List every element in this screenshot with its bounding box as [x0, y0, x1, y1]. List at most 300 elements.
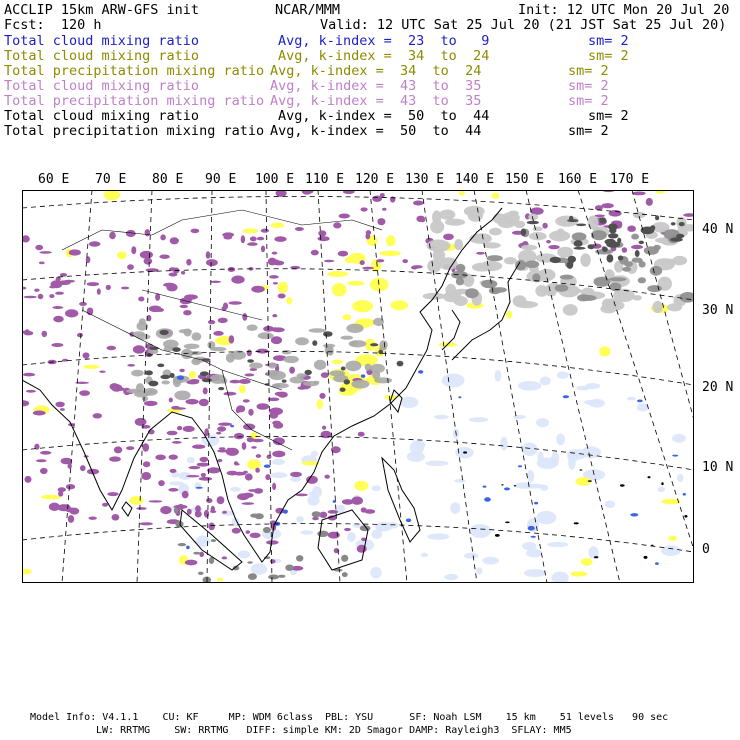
cloud-blob [273, 327, 277, 330]
cloud-blob [464, 206, 485, 217]
cloud-blob [559, 217, 568, 225]
cloud-blob [504, 257, 517, 264]
cloud-blob [430, 220, 444, 233]
cloud-blob [521, 229, 527, 237]
cloud-blob [442, 374, 465, 388]
cloud-blob [444, 574, 458, 580]
cloud-blob [684, 515, 687, 518]
cloud-blob [679, 222, 685, 226]
cloud-blob [247, 561, 252, 564]
cloud-blob [341, 367, 346, 371]
cloud-blob [243, 399, 250, 402]
cloud-blob [51, 343, 63, 347]
cloud-blob [655, 215, 659, 220]
lat-label: 10 N [702, 460, 734, 475]
field-avg-5: Avg, k-index = 50 to 44 [278, 108, 490, 124]
cloud-blob [533, 227, 543, 232]
cloud-blob [186, 546, 190, 550]
cloud-blob [270, 559, 276, 563]
cloud-blob [576, 386, 589, 391]
cloud-blob [222, 232, 234, 237]
cloud-blob [248, 573, 257, 580]
cloud-blob [245, 373, 255, 376]
cloud-blob [494, 370, 501, 382]
forecast-hour: Fcst: 120 h [4, 17, 102, 33]
cloud-blob [242, 313, 247, 321]
cloud-blob [360, 260, 365, 265]
cloud-blob [639, 241, 644, 245]
cloud-blob [66, 484, 75, 489]
cloud-blob [672, 434, 686, 443]
cloud-blob [206, 259, 218, 266]
cloud-blob [445, 219, 465, 226]
cloud-blob [513, 415, 526, 419]
cloud-blob [371, 529, 382, 539]
cloud-blob [168, 488, 178, 492]
cloud-blob [216, 432, 221, 435]
cloud-blob [148, 381, 158, 387]
forecast-map [22, 190, 694, 583]
cloud-blob [265, 474, 270, 480]
cloud-blob [569, 216, 573, 222]
field-avg-6: Avg, k-index = 50 to 44 [270, 123, 482, 139]
cloud-blob [234, 463, 239, 465]
cloud-blob [418, 370, 423, 374]
cloud-blob [314, 360, 326, 370]
cloud-blob [493, 287, 507, 293]
cloud-blob [557, 371, 569, 378]
cloud-blob [509, 211, 519, 216]
cloud-blob [668, 536, 677, 541]
cloud-blob [344, 528, 351, 531]
cloud-blob [144, 401, 158, 406]
field-name-2: Total precipitation mixing ratio [4, 63, 265, 79]
cloud-blob [433, 249, 446, 261]
cloud-blob [200, 371, 209, 376]
cloud-blob [345, 361, 361, 372]
cloud-blob [114, 446, 122, 453]
cloud-blob [347, 532, 356, 542]
cloud-blob [342, 499, 354, 505]
cloud-blob [283, 356, 299, 363]
cloud-blob [145, 229, 151, 236]
cloud-blob [143, 461, 150, 467]
cloud-blob [247, 242, 258, 246]
cloud-blob [160, 375, 170, 379]
cloud-blob [518, 465, 522, 467]
cloud-blob [361, 207, 368, 211]
field-avg-4: Avg, k-index = 43 to 35 [270, 93, 482, 109]
lon-label: 160 E [558, 172, 598, 187]
field-name-0: Total cloud mixing ratio [4, 33, 200, 49]
cloud-blob [622, 267, 631, 272]
cloud-blob [233, 472, 246, 476]
cloud-blob [312, 340, 317, 346]
cloud-blob [184, 329, 192, 337]
cloud-blob [313, 381, 320, 385]
cloud-blob [142, 397, 148, 402]
cloud-blob [159, 255, 169, 259]
cloud-blob [169, 455, 178, 460]
cloud-blob [627, 226, 636, 232]
model-info-line2: LW: RRTMG SW: RRTMG DIFF: simple KM: 2D Smagor DAMP: Rayleigh3 SFLAY: MM5 [96, 725, 572, 736]
cloud-blob [179, 369, 184, 372]
cloud-blob [362, 267, 374, 270]
cloud-blob [217, 496, 225, 504]
cloud-blob [272, 421, 281, 426]
cloud-blob [501, 484, 503, 485]
cloud-blob [354, 481, 368, 491]
cloud-blob [648, 476, 651, 478]
cloud-blob [380, 251, 401, 256]
cloud-blob [218, 318, 228, 323]
cloud-blob [341, 336, 354, 340]
cloud-blob [234, 433, 244, 439]
cloud-blob [210, 347, 226, 351]
cloud-blob [222, 511, 227, 514]
cloud-blob [427, 533, 449, 539]
cloud-blob [112, 514, 120, 521]
cloud-blob [556, 433, 565, 445]
cloud-blob [563, 395, 569, 398]
cloud-blob [672, 455, 678, 457]
field-avg-3: Avg, k-index = 43 to 35 [270, 78, 482, 94]
cloud-blob [239, 379, 251, 384]
cloud-blob [506, 311, 512, 319]
lon-label: 130 E [405, 172, 445, 187]
cloud-blob [365, 364, 372, 371]
field-avg-2: Avg, k-index = 34 to 24 [270, 63, 482, 79]
cloud-blob [323, 331, 333, 337]
cloud-blob [420, 218, 425, 222]
cloud-blob [169, 481, 184, 485]
cloud-blob [192, 332, 202, 340]
cloud-blob [305, 370, 312, 375]
init-time: Init: 12 UTC Mon 20 Jul 20 [518, 2, 730, 18]
cloud-blob [476, 252, 485, 255]
cloud-blob [661, 482, 663, 485]
cloud-blob [523, 484, 545, 489]
cloud-blob [117, 251, 127, 259]
cloud-blob [386, 235, 396, 246]
cloud-blob [137, 322, 148, 331]
cloud-blob [327, 271, 348, 277]
cloud-blob [40, 451, 51, 455]
cloud-blob [206, 498, 212, 503]
cloud-blob [667, 303, 682, 311]
cloud-blob [459, 190, 465, 195]
cloud-blob [39, 262, 45, 265]
cloud-blob [605, 239, 616, 245]
cloud-blob [210, 281, 221, 283]
cloud-blob [318, 236, 330, 241]
cloud-blob [186, 399, 199, 405]
cloud-blob [149, 500, 163, 502]
cloud-blob [618, 256, 624, 261]
cloud-blob [588, 244, 595, 249]
cloud-blob [307, 495, 319, 506]
cloud-blob [218, 387, 224, 390]
cloud-blob [579, 469, 582, 470]
cloud-blob [187, 509, 192, 515]
cloud-blob [504, 487, 510, 490]
cloud-blob [250, 236, 257, 241]
lon-label: 90 E [205, 172, 237, 187]
cloud-blob [571, 571, 588, 576]
cloud-blob [180, 305, 188, 308]
cloud-blob [638, 277, 646, 283]
cloud-blob [144, 258, 153, 265]
cloud-blob [255, 468, 260, 473]
cloud-blob [187, 457, 195, 463]
cloud-blob [57, 504, 70, 511]
cloud-blob [24, 329, 29, 335]
cloud-blob [140, 251, 153, 259]
cloud-blob [271, 223, 284, 229]
cloud-blob [218, 423, 232, 426]
field-sm-0: sm= 2 [588, 33, 629, 49]
cloud-blob [402, 259, 408, 263]
lat-label: 20 N [702, 380, 734, 395]
cloud-blob [160, 330, 169, 335]
cloud-blob [311, 250, 319, 256]
cloud-blob [515, 301, 538, 308]
cloud-blob [482, 557, 499, 565]
cloud-blob [454, 239, 463, 250]
cloud-blob [576, 224, 586, 227]
cloud-blob [644, 556, 648, 559]
cloud-blob [177, 426, 182, 430]
cloud-blob [372, 485, 381, 491]
cloud-blob [199, 399, 209, 407]
cloud-blob [183, 310, 191, 315]
cloud-blob [361, 374, 365, 377]
cloud-blob [542, 223, 547, 229]
cloud-blob [271, 259, 279, 262]
field-sm-5: sm= 2 [588, 108, 629, 124]
cloud-blob [184, 344, 200, 349]
cloud-blob [197, 463, 210, 467]
cloud-blob [514, 485, 517, 486]
cloud-blob [351, 341, 358, 346]
cloud-blob [347, 281, 364, 286]
cloud-blob [549, 230, 570, 241]
cloud-blob [246, 530, 251, 534]
cloud-blob [341, 555, 348, 562]
cloud-blob [344, 379, 350, 384]
cloud-blob [472, 263, 493, 272]
cloud-blob [97, 288, 101, 294]
cloud-blob [492, 193, 500, 199]
cloud-blob [189, 371, 196, 379]
cloud-blob [34, 289, 39, 292]
cloud-blob [33, 411, 46, 416]
model-info-line1: Model Info: V4.1.1 CU: KF MP: WDM 6class PBL: YSU SF: Noah LSM 15 km 51 levels 90 sec [30, 712, 669, 723]
cloud-blob [465, 288, 479, 298]
cloud-blob [109, 456, 121, 461]
cloud-blob [602, 247, 608, 252]
cloud-blob [670, 237, 683, 241]
cloud-blob [58, 280, 71, 285]
cloud-blob [527, 221, 539, 225]
cloud-blob [201, 473, 206, 477]
cloud-blob [183, 426, 195, 432]
cloud-blob [239, 385, 246, 394]
cloud-blob [276, 190, 287, 197]
cloud-blob [622, 247, 627, 253]
cloud-blob [599, 217, 606, 224]
cloud-blob [469, 417, 488, 422]
cloud-blob [483, 242, 501, 248]
cloud-blob [608, 223, 618, 230]
cloud-blob [251, 563, 268, 574]
cloud-blob [257, 237, 264, 241]
cloud-blob [346, 324, 363, 333]
cloud-blob [312, 511, 321, 517]
cloud-blob [206, 251, 211, 259]
cloud-blob [68, 515, 74, 523]
cloud-blob [342, 572, 348, 577]
cloud-blob [149, 347, 159, 350]
cloud-blob [413, 201, 424, 206]
cloud-blob [364, 509, 375, 514]
cloud-blob [278, 282, 288, 293]
cloud-blob [247, 359, 254, 362]
valid-time: Valid: 12 UTC Sat 25 Jul 20 (21 JST Sat 25 Jul 20) [320, 17, 727, 33]
cloud-blob [332, 360, 343, 365]
cloud-blob [261, 229, 269, 233]
cloud-blob [80, 465, 86, 471]
cloud-blob [203, 387, 208, 394]
cloud-blob [295, 227, 304, 231]
cloud-blob [93, 413, 102, 418]
cloud-blob [272, 252, 278, 255]
cloud-blob [102, 503, 108, 507]
cloud-blob [439, 210, 455, 220]
cloud-blob [318, 230, 326, 236]
cloud-blob [484, 497, 491, 502]
cloud-blob [211, 539, 216, 542]
cloud-blob [62, 359, 68, 362]
cloud-blob [141, 472, 151, 480]
cloud-blob [222, 556, 228, 559]
cloud-blob [126, 389, 141, 393]
field-name-4: Total precipitation mixing ratio [4, 93, 265, 109]
cloud-blob [328, 532, 340, 539]
cloud-blob [594, 556, 598, 558]
cloud-blob [464, 553, 478, 559]
cloud-blob [229, 301, 242, 304]
cloud-blob [563, 304, 578, 316]
cloud-blob [198, 572, 204, 575]
cloud-blob [77, 333, 83, 337]
cloud-blob [248, 489, 256, 492]
lon-label: 80 E [152, 172, 184, 187]
cloud-blob [646, 198, 653, 206]
cloud-blob [324, 260, 334, 263]
cloud-blob [572, 232, 587, 240]
cloud-blob [129, 496, 143, 505]
cloud-blob [107, 346, 117, 350]
cloud-blob [268, 362, 277, 368]
cloud-blob [301, 530, 314, 534]
cloud-blob [142, 443, 149, 451]
cloud-blob [661, 545, 680, 556]
cloud-blob [547, 542, 568, 547]
cloud-blob [308, 328, 326, 332]
cloud-blob [581, 558, 593, 566]
cloud-blob [272, 459, 285, 465]
field-sm-1: sm= 2 [588, 48, 629, 64]
cloud-blob [529, 232, 547, 240]
field-name-3: Total cloud mixing ratio [4, 78, 200, 94]
cloud-blob [282, 380, 287, 383]
cloud-blob [241, 235, 245, 243]
cloud-blob [255, 513, 264, 519]
cloud-blob [243, 228, 259, 233]
cloud-blob [535, 285, 548, 297]
cloud-blob [272, 314, 277, 317]
cloud-blob [372, 371, 380, 380]
cloud-blob [242, 493, 253, 498]
cloud-blob [236, 405, 245, 412]
cloud-blob [49, 294, 54, 298]
cloud-blob [52, 306, 63, 309]
cloud-blob [325, 345, 333, 355]
cloud-blob [169, 273, 178, 277]
cloud-blob [270, 472, 287, 478]
cloud-blob [238, 550, 250, 558]
cloud-blob [537, 458, 559, 469]
cloud-blob [289, 367, 295, 374]
cloud-blob [627, 397, 636, 401]
cloud-blob [525, 261, 539, 268]
cloud-blob [631, 245, 643, 249]
lat-label: 0 [702, 542, 710, 557]
cloud-blob [178, 543, 187, 546]
cloud-blob [632, 192, 646, 196]
field-name-5: Total cloud mixing ratio [4, 108, 200, 124]
cloud-blob [79, 302, 87, 306]
cloud-blob [185, 560, 198, 566]
cloud-blob [174, 391, 190, 401]
cloud-blob [136, 334, 150, 340]
cloud-blob [406, 519, 411, 523]
cloud-blob [23, 373, 35, 377]
cloud-blob [38, 294, 44, 299]
cloud-blob [256, 454, 261, 458]
cloud-blob [182, 491, 189, 499]
cloud-blob [230, 380, 241, 384]
cloud-blob [267, 455, 272, 459]
lon-label: 140 E [455, 172, 495, 187]
cloud-blob [261, 246, 265, 253]
cloud-blob [328, 510, 339, 514]
cloud-blob [175, 521, 183, 528]
cloud-blob [89, 517, 97, 520]
cloud-blob [322, 426, 326, 430]
cloud-blob [534, 502, 538, 505]
cloud-blob [204, 510, 209, 518]
cloud-blob [229, 335, 235, 343]
cloud-blob [580, 253, 590, 267]
cloud-blob [39, 251, 51, 254]
cloud-blob [111, 384, 122, 392]
field-sm-3: sm= 2 [568, 78, 609, 94]
cloud-blob [269, 408, 283, 416]
lon-label: 110 E [305, 172, 345, 187]
cloud-blob [296, 555, 303, 561]
